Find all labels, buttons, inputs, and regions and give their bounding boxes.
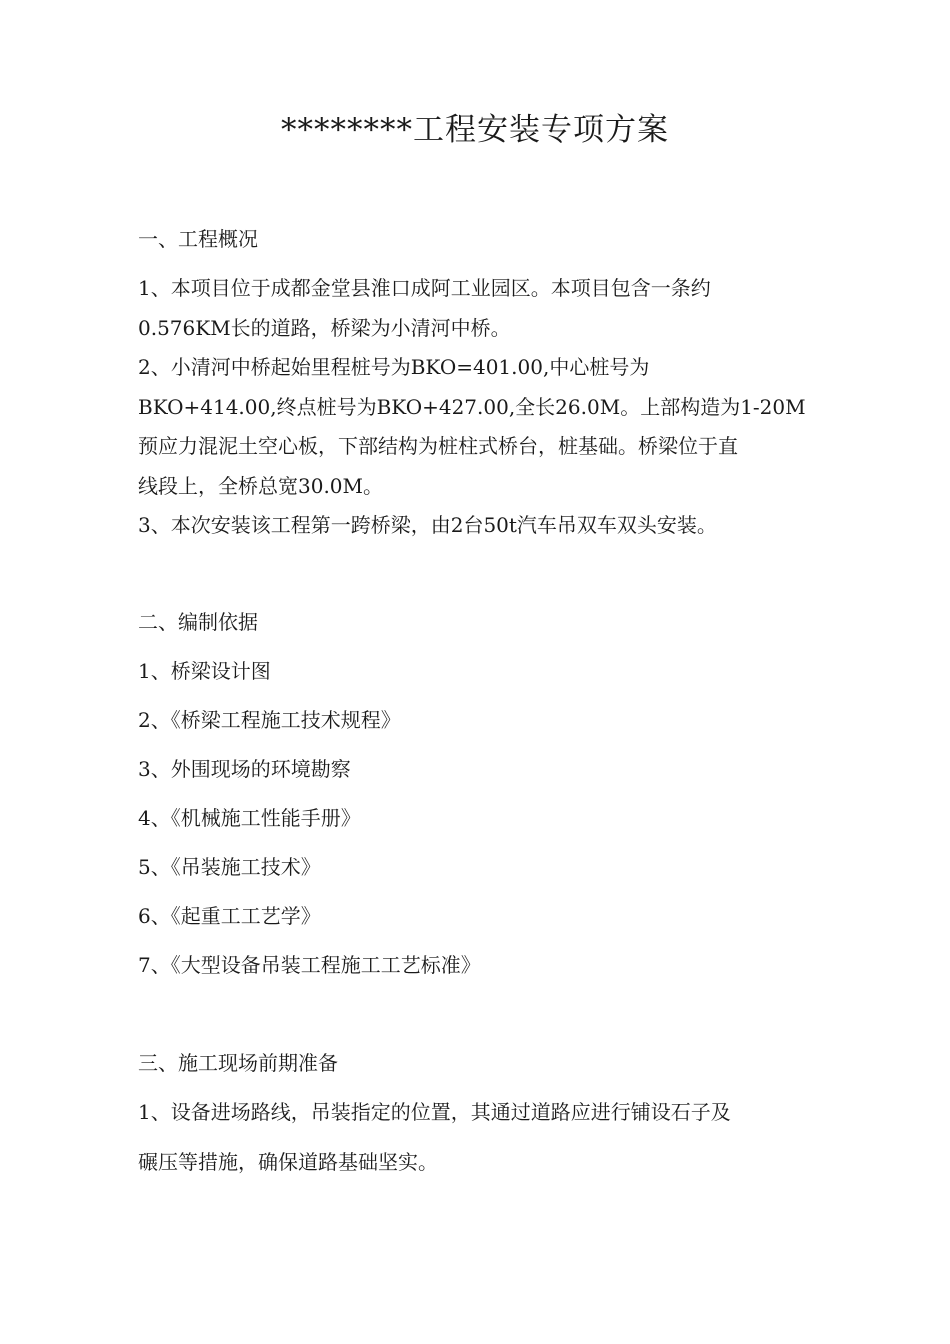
list-item: 2、《桥梁工程施工技术规程》 [138, 708, 401, 732]
paragraph-line: 2、小清河中桥起始里程桩号为BKO=401.00,中心桩号为 [138, 355, 650, 379]
section-heading-preparation: 三、施工现场前期准备 [138, 1051, 338, 1075]
section-heading-overview: 一、工程概况 [138, 227, 258, 251]
list-item: 3、外围现场的环境勘察 [138, 757, 351, 781]
list-item: 5、《吊装施工技术》 [138, 855, 321, 879]
paragraph-line: 碾压等措施，确保道路基础坚实。 [138, 1150, 438, 1174]
list-item: 1、桥梁设计图 [138, 659, 271, 683]
section-heading-basis: 二、编制依据 [138, 610, 258, 634]
paragraph-line: 0.576KM长的道路，桥梁为小清河中桥。 [138, 316, 511, 340]
paragraph-line: BKO+414.00,终点桩号为BKO+427.00,全长26.0M。上部构造为1-20M [138, 395, 806, 419]
paragraph-line: 1、本项目位于成都金堂县淮口成阿工业园区。本项目包含一条约 [138, 276, 711, 300]
paragraph-line: 预应力混泥土空心板，下部结构为桩柱式桥台，桩基础。桥梁位于直 [138, 434, 738, 458]
paragraph-line: 3、本次安装该工程第一跨桥梁，由2台50t汽车吊双车双头安装。 [138, 513, 717, 537]
list-item: 6、《起重工工艺学》 [138, 904, 321, 928]
paragraph-line: 线段上，全桥总宽30.0M。 [138, 474, 384, 498]
paragraph-line: 1、设备进场路线，吊装指定的位置，其通过道路应进行铺设石子及 [138, 1100, 731, 1124]
document-title: ********工程安装专项方案 [281, 112, 669, 148]
list-item: 7、《大型设备吊装工程施工工艺标准》 [138, 953, 481, 977]
list-item: 4、《机械施工性能手册》 [138, 806, 361, 830]
